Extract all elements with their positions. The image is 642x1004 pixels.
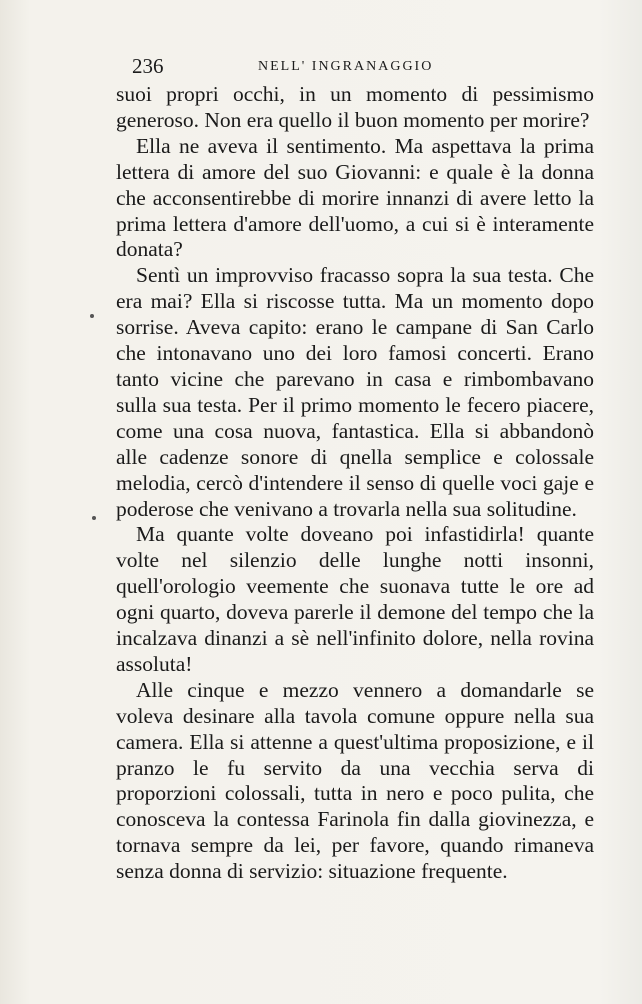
paragraph-4: Ma quante volte doveano poi infastidirla! quante volte nel silenzio delle lunghe notti insonni, quell'orologio veemente che suonava tutte le ore ad ogni quarto, doveva parerle il demone del tempo che la incalzava dinanzi a sè nell'infinito dolore, nella rovina assoluta! <box>116 522 594 676</box>
paragraph-1: suoi propri occhi, in un momento di pessimismo generoso. Non era quello il buon momento per morire? <box>116 82 594 132</box>
body-text <box>116 82 594 885</box>
page-header <box>118 54 588 82</box>
paragraph-5: Alle cinque e mezzo vennero a domandarle se voleva desinare alla tavola comune oppure nella sua camera. Ella si attenne a quest'ultima proposizione, e il pranzo le fu servito da una vecchia serva di proporzioni colossali, tutta in nero e poco pulita, che conosceva la contessa Farinola fin dalla giovinezza, e tornava sempre da lei, per favore, quando rimaneva senza donna di servizio: situazione frequente. <box>116 677 594 884</box>
page-number: 236 <box>132 54 164 78</box>
margin-speck <box>92 516 96 520</box>
paragraph-3: Sentì un improvviso fracasso sopra la sua testa. Che era mai? Ella si riscosse tutta. Ma un momento dopo sorrise. Aveva capito: erano le campane di San Carlo che intonavano uno dei loro famosi concerti. Erano tanto vicine che parevano in casa e rimbombavano sulla sua testa. Per il primo momento le fecero piacere, come una cosa nuova, fantastica. Ella si abbandonò alle cadenze sonore di qnella semplice e colossale melodia, cercò d'intendere il senso di quelle voci gaje e poderose che venivano a trovarla nella sua solitudine. <box>116 263 594 521</box>
paragraph-2: Ella ne aveva il sentimento. Ma aspettava la prima lettera di amore del suo Giovanni: e quale è la donna che acconsentirebbe di morire innanzi di avere letto la prima lettera d'amore dell'uomo, a cui si è interamente donata? <box>116 133 594 262</box>
margin-speck <box>90 314 94 318</box>
running-title: NELL' INGRANAGGIO <box>258 59 434 74</box>
